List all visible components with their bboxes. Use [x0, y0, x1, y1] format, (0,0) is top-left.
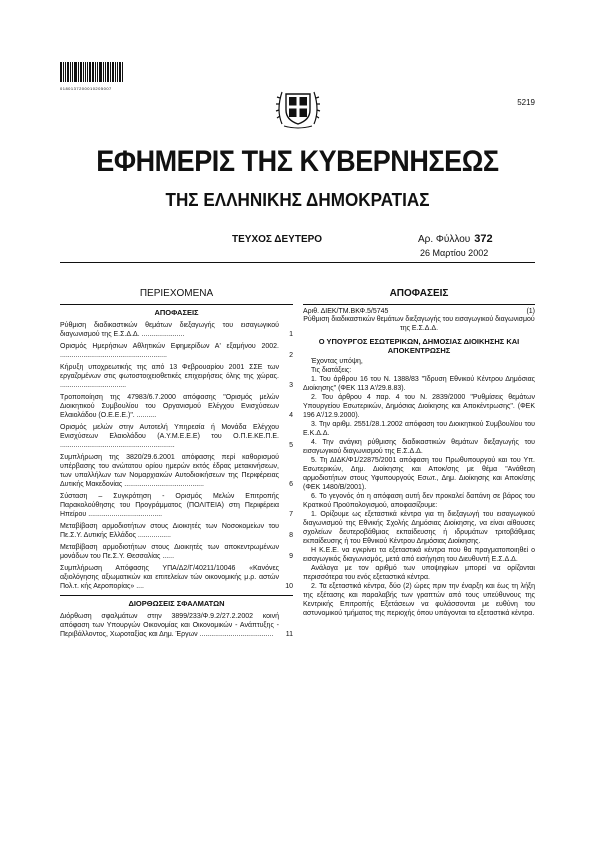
toc-entry[interactable] — [60, 543, 293, 561]
decision-title: Ρύθμιση διαδικαστικών θεμάτων διεξαγωγής του εισαγωγικού διαγωνισμού της Ε.Σ.Δ.Δ. — [303, 316, 535, 332]
toc-entry[interactable] — [60, 423, 293, 450]
decision-paragraph: 3. Την αριθμ. 2551/28.1.2002 απόφαση του Διοικητικού Συμβουλίου του Ε.Κ.Δ.Δ. — [303, 421, 535, 437]
decision-paragraph: 1. Ορίζουμε ως εξεταστικά κέντρα για τη διεξαγωγή του εισαγωγικού διαγωνισμού της Εθνικής Σχολής Δημόσιας Διοίκησης, να είναι αίθουσες σχολείων δευτεροβάθμιας εκπαίδευσης ή ιδρυμάτων τριτοβάθμιας εκπαίδευσης ή του Εθνικού Κέντρου Δημόσιας Διοίκησης. — [303, 511, 535, 545]
decision-reference — [303, 308, 535, 315]
barcode-bar — [95, 62, 96, 82]
barcode-bar — [70, 62, 71, 82]
barcode-bar — [97, 62, 98, 82]
contents-list-decisions — [60, 321, 293, 591]
barcode-bar — [63, 62, 64, 82]
barcode-number: 0180137200010205007 — [60, 86, 112, 91]
toc-entry[interactable] — [60, 363, 293, 390]
barcode-bar — [119, 62, 121, 82]
decision-index: (1) — [526, 308, 535, 315]
issue-label: ΤΕΥΧΟΣ ΔΕΥΤΕΡΟ — [232, 234, 323, 245]
contents-heading: ΠΕΡΙΕΧΟΜΕΝΑ — [139, 288, 214, 299]
toc-entry-number: 10 — [285, 583, 293, 590]
toc-entry-number: 8 — [289, 532, 293, 539]
toc-entry-text: Κήρυξη υποχρεωτικής της από 13 Φεβρουαρίου 2001 ΣΣΕ των εργαζομένων στις φωτοστοιχειοθετικές επιχειρήσεις όλης της χώρας. .................................. — [60, 364, 279, 389]
decision-paragraph: Η Κ.Ε.Ε. να εγκρίνει τα εξεταστικά κέντρα που θα πραγματοποιηθεί ο εισαγωγικός διαγωνισμός, μετά από εισήγηση του Διευθυντή Ε.Σ.Δ.Δ. — [303, 547, 535, 563]
contents-rule-2 — [60, 595, 293, 596]
toc-entry-text: Ορισμός μελών στην Αυτοτελή Υπηρεσία ή Μονάδα Ελέγχου Ενισχύσεων Ελαιολάδου (Α.Υ.Μ.Ε.Ε.Ε) του Ο.Π.Ε.ΚΕ.Π.Ε. ........................................................... — [60, 424, 279, 449]
decision-paragraph: Ανάλογα με τον αριθμό των υποψηφίων μπορεί να ορίζονται περισσότερα του ενός εξεταστικά κέντρα. — [303, 565, 535, 581]
decision-paragraph: 2. Τα εξεταστικά κέντρα, δύο (2) ώρες πριν την έναρξη και έως τη λήξη της εξέτασης και παραλαβής των γραπτών από τους υπεύθυνους της Κεντρικής Επιτροπής Εξετάσεων να φυλάσσονται με ευθύνη του αστυνομικού τμήματος της περιοχής όπου υπάγονται τα εξεταστικά κέντρα. — [303, 583, 535, 617]
barcode-bar — [83, 62, 84, 82]
toc-entry-text: Ορισμός Ημερήσιων Αθλητικών Εφημερίδων Α' εξαμήνου 2002. ....................................................... — [60, 343, 279, 359]
barcode-bar — [92, 62, 94, 82]
barcode-bar — [89, 62, 91, 82]
barcode-bar — [80, 62, 82, 82]
toc-entry[interactable] — [60, 342, 293, 360]
barcode-bar — [103, 62, 104, 82]
toc-entry[interactable] — [60, 393, 293, 420]
decisions-heading: ΑΠΟΦΑΣΕΙΣ — [389, 288, 449, 299]
contents-column — [60, 288, 293, 642]
barcode-bar — [67, 62, 69, 82]
decision-paragraph: 2. Του άρθρου 4 παρ. 4 του Ν. 2839/2000 "Ρυθμίσεις θεμάτων Υπουργείου Εσωτερικών, Δημόσιας Διοίκησης και Αποκέντρωσης". (ΦΕΚ 196 Α'/12.9.2000). — [303, 394, 535, 419]
toc-entry-number: 3 — [289, 382, 293, 389]
toc-entry-number: 4 — [289, 412, 293, 419]
toc-entry-number: 7 — [289, 511, 293, 518]
toc-entry[interactable] — [60, 321, 293, 339]
barcode-bar — [107, 62, 109, 82]
toc-entry-text: Σύσταση – Συγκρότηση - Ορισμός Μελών Επιτροπής Παρακολούθησης του Προγράμματος (ΠΟΛΙΤΕΙΑ) στη Περιφέρεια Ηπείρου ...................................... — [60, 493, 279, 518]
barcode-bar — [60, 62, 62, 82]
decision-paragraph: 6. Το γεγονός ότι η απόφαση αυτή δεν προκαλεί δαπάνη σε βάρος του Κρατικού Προϋπολογισμού, αποφασίζουμε: — [303, 493, 535, 509]
toc-entry-number: 9 — [289, 553, 293, 560]
contents-list-corrections — [60, 612, 293, 639]
toc-entry-text: Συμπλήρωση Απόφασης ΥΠΑ/Δ2/Γ/40211/10046 «Κανόνες αξιολόγησης αξιωματικών και επιτελείων τών οικονομικής μ.ρ. αστών Πολ.τ. κής Αεροπορίας» .... — [60, 565, 279, 590]
contents-rule — [60, 304, 293, 305]
barcode-bar — [87, 62, 88, 82]
barcode-bar — [115, 62, 116, 82]
barcode — [60, 62, 124, 88]
page-number: 5219 — [517, 98, 535, 107]
barcode-bar — [65, 62, 66, 82]
toc-entry-number: 11 — [285, 631, 293, 638]
barcode-bar — [105, 62, 106, 82]
barcode-bar — [112, 62, 114, 82]
toc-entry[interactable] — [60, 612, 293, 639]
barcode-bar — [122, 62, 123, 82]
toc-entry-text: Ρύθμιση διαδικαστικών θεμάτων διεξαγωγής του εισαγωγικού διαγωνισμού της Ε.Σ.Δ.Δ. ...................... — [60, 322, 279, 338]
toc-entry-text: Μεταβίβαση αρμοδιοτήτων στους Διοικητές των αποκεντρωμένων μονάδων του Πε.Σ.Υ. Θεσσαλίας ...... — [60, 544, 279, 560]
contents-section-decisions: ΑΠΟΦΑΣΕΙΣ — [154, 308, 199, 317]
decision-body — [303, 357, 535, 618]
barcode-bar — [117, 62, 118, 82]
contents-section-corrections: ΔΙΟΡΘΩΣΕΙΣ ΣΦΑΛΜΑΤΩΝ — [128, 599, 225, 608]
barcode-bar — [110, 62, 111, 82]
toc-entry[interactable] — [60, 492, 293, 519]
barcode-bar — [85, 62, 86, 82]
decisions-rule — [303, 304, 535, 305]
decision-paragraph: Τις διατάξεις: — [311, 367, 352, 374]
barcode-bar — [99, 62, 102, 82]
decision-ref-number: Αριθ. ΔΙΕΚ/ΤΜ.ΒΚΦ.5/5745 — [303, 308, 389, 315]
toc-entry[interactable] — [60, 564, 293, 591]
toc-entry[interactable] — [60, 453, 293, 489]
toc-entry-text: Διόρθωση σφαλμάτων στην 3899/233/Φ.9.2/27.2.2002 κοινή απόφαση των Υπουργών Οικονομίας και Οικονομικών - Ανάπτυξης - Περιβάλλοντος, Χωροταξίας και Δημ. Έργων ...................................... — [60, 613, 279, 638]
barcode-bar — [78, 62, 79, 82]
header-rule — [60, 262, 535, 263]
sheet-value: 372 — [474, 233, 493, 245]
toc-entry-number: 5 — [289, 442, 293, 449]
decisions-column — [303, 288, 535, 618]
barcode-bar — [72, 62, 73, 82]
issue-date: 26 Μαρτίου 2002 — [420, 248, 489, 258]
barcode-bar — [74, 62, 77, 82]
toc-entry-number: 1 — [289, 331, 293, 338]
toc-entry-text: Συμπλήρωση της 3820/29.6.2001 απόφασης περί καθορισμού υπέρβασης του ανώτατου ορίου ημερών εκτός έδρας μετακινήσεων, των υπαλλήλων των Νομαρχιακών Αυτοδιοικήσεων της Περιφέρειας Δυτικής Μακεδονίας ......................................... — [60, 454, 279, 488]
decision-paragraph: 5. Τη ΔΙΔΚ/Φ1/22875/2001 απόφαση του Πρωθυπουργού και του Υπ. Εσωτερικών, Δημ. Διοίκησης και Αποκ/σης με θέμα "Ανάθεση αρμοδιοτήτων στους Υφυπουργούς Εσωτ., Δημ. Διοίκησης και Αποκ/σης (ΦΕΚ 1480/Β/2001). — [303, 457, 535, 491]
gazette-subtitle: ΤΗΣ ΕΛΛΗΝΙΚΗΣ ΔΗΜΟΚΡΑΤΙΑΣ — [165, 190, 430, 210]
toc-entry[interactable] — [60, 522, 293, 540]
toc-entry-number: 6 — [289, 481, 293, 488]
greek-coat-of-arms-icon — [272, 78, 324, 130]
toc-entry-text: Μεταβίβαση αρμοδιοτήτων στους Διοικητές των Νοσοκομείων του Πε.Σ.Υ. Δυτικής Ελλάδος ................. — [60, 523, 279, 539]
sheet-number — [418, 233, 493, 245]
decision-paragraph: 4. Την ανάγκη ρύθμισης διαδικαστικών θεμάτων διεξαγωγής του εισαγωγικού διαγωνισμού της Ε.Σ.Δ.Δ. — [303, 439, 535, 455]
decision-paragraph: 1. Του άρθρου 16 του Ν. 1388/83 "Ίδρυση Εθνικού Κέντρου Δημόσιας Διοίκησης" (ΦΕΚ 113 Α'/29.8.83). — [303, 376, 535, 392]
toc-entry-number: 2 — [289, 352, 293, 359]
decision-paragraph: Έχοντας υπόψη, — [311, 358, 363, 365]
toc-entry-text: Τροποποίηση της 47983/6.7.2000 απόφασης "Ορισμός μελών Διοικητικού Συμβουλίου του Οργανισμού Ελέγχου Ενισχύσεων Ελαιολάδου (Ο.Ε.Ε.Ε.)". .......... — [60, 394, 279, 419]
sheet-label: Αρ. Φύλλου — [418, 234, 471, 245]
gazette-title: ΕΦΗΜΕΡΙΣ ΤΗΣ ΚΥΒΕΡΝΗΣΕΩΣ — [96, 145, 499, 178]
minister-heading: Ο ΥΠΟΥΡΓΟΣ ΕΣΩΤΕΡΙΚΩΝ, ΔΗΜΟΣΙΑΣ ΔΙΟΙΚΗΣΗΣ ΚΑΙ ΑΠΟΚΕΝΤΡΩΣΗΣ — [318, 337, 520, 355]
